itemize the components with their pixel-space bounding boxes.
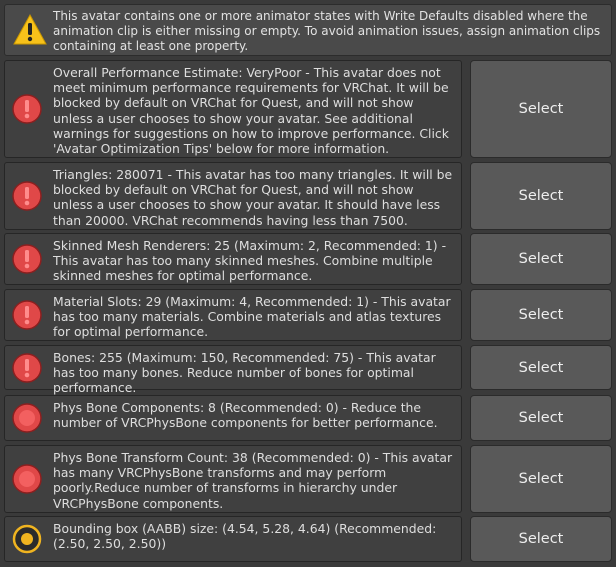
message-box — [4, 395, 462, 441]
error-icon — [12, 244, 42, 274]
message-text: Triangles: 280071 - This avatar has too many triangles. It will be blocked by default on VRChat for Quest, and will not show unless a user chooses to show your avatar. It should have less than 20000. VRChat recommends having less than 7500. — [53, 167, 453, 228]
message-text: Material Slots: 29 (Maximum: 4, Recommended: 1) - This avatar has too many materials. Combine materials and atlas textures for optimal performance. — [53, 294, 451, 340]
warning-text: This avatar contains one or more animator states with Write Defaults disabled where the animation clip is either missing or empty. To avoid animation issues, assign animation clips containing at least one property. — [53, 9, 601, 53]
message-box — [4, 162, 462, 230]
message-text: Phys Bone Components: 8 (Recommended: 0) - Reduce the number of VRCPhysBone components for better performance. — [53, 400, 438, 431]
select-button[interactable]: Select — [470, 345, 612, 390]
error-icon — [12, 94, 42, 124]
poor-rating-icon — [12, 403, 42, 433]
error-icon — [12, 300, 42, 330]
message-box — [4, 233, 462, 285]
message-box — [4, 60, 462, 158]
list-item — [4, 516, 612, 562]
write-defaults-warning — [4, 4, 612, 56]
list-item — [4, 289, 612, 341]
select-button[interactable]: Select — [470, 395, 612, 441]
medium-rating-icon — [12, 524, 42, 554]
message-box — [4, 289, 462, 341]
select-button[interactable]: Select — [470, 289, 612, 341]
message-text: Bounding box (AABB) size: (4.54, 5.28, 4.64) (Recommended: (2.50, 2.50, 2.50)) — [53, 521, 437, 552]
list-item — [4, 345, 612, 396]
poor-rating-icon — [12, 464, 42, 494]
error-icon — [12, 181, 42, 211]
message-text: Skinned Mesh Renderers: 25 (Maximum: 2, Recommended: 1) - This avatar has too many skinned meshes. Combine multiple skinned meshes for optimal performance. — [53, 238, 447, 284]
select-button[interactable]: Select — [470, 445, 612, 513]
select-button[interactable]: Select — [470, 60, 612, 158]
message-box — [4, 345, 462, 396]
list-item — [4, 395, 612, 441]
select-button[interactable]: Select — [470, 162, 612, 230]
list-item — [4, 445, 612, 513]
message-box — [4, 445, 462, 513]
list-item — [4, 60, 612, 158]
message-text: Overall Performance Estimate: VeryPoor - This avatar does not meet minimum performance requirements for VRChat. It will be blocked by default on VRChat for Quest, and will not show unless a user chooses to show your avatar. See additional warnings for suggestions on how to improve performance. Click 'Avatar Optimization Tips' below for more information. — [53, 65, 449, 157]
message-box — [4, 516, 462, 562]
warning-triangle-icon — [13, 13, 47, 47]
list-item — [4, 162, 612, 230]
select-button[interactable]: Select — [470, 516, 612, 562]
select-button[interactable]: Select — [470, 233, 612, 285]
message-text: Bones: 255 (Maximum: 150, Recommended: 75) - This avatar has too many bones. Reduce number of bones for optimal performance. — [53, 350, 436, 396]
error-icon — [12, 353, 42, 383]
message-text: Phys Bone Transform Count: 38 (Recommended: 0) - This avatar has many VRCPhysBone transforms and may perform poorly.Reduce number of transforms in hierarchy under VRCPhysBone components. — [53, 450, 453, 511]
list-item — [4, 233, 612, 285]
